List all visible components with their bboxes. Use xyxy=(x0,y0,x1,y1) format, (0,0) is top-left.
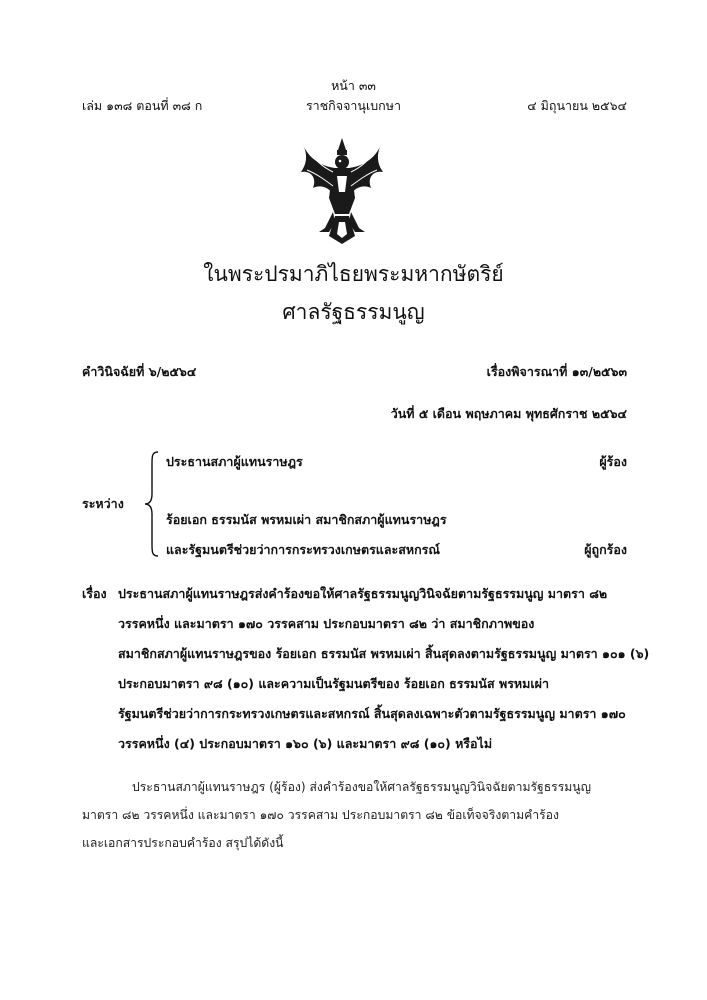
subject-line: รัฐมนตรีช่วยว่าการกระทรวงเกษตรและสหกรณ์ สิ้นสุดลงเฉพาะตัวตามรัฐธรรมนูญ มาตรา ๑๗๐ xyxy=(118,706,626,721)
between-label: ระหว่าง xyxy=(82,496,124,511)
ruling-date: วันที่ ๕ เดือน พฤษภาคม พุทธศักราช ๒๕๖๔ xyxy=(390,406,627,421)
subject-line: สมาชิกสภาผู้แทนราษฎรของ ร้อยเอก ธรรมนัส พรหมเผ่า สิ้นสุดลงตามรัฐธรรมนูญ มาตรา ๑๐๑ (๖) xyxy=(118,646,650,661)
subject-line: ประกอบมาตรา ๙๘ (๑๐) และความเป็นรัฐมนตรีของ ร้อยเอก ธรรมนัส พรหมเผ่า xyxy=(118,676,549,691)
subject-line: วรรคหนึ่ง (๔) ประกอบมาตรา ๑๖๐ (๖) และมาตรา ๙๘ (๑๐) หรือไม่ xyxy=(118,736,493,751)
respondent-line-1: ร้อยเอก ธรรมนัส พรหมเผ่า สมาชิกสภาผู้แทนราษฎร xyxy=(166,512,447,527)
subject-line: ประธานสภาผู้แทนราษฎรส่งคำร้องขอให้ศาลรัฐธรรมนูญวินิจฉัยตามรัฐธรรมนูญ มาตรา ๘๒ xyxy=(118,586,608,601)
royal-title: ในพระปรมาภิไธยพระมหากษัตริย์ xyxy=(203,262,504,286)
gazette-name: ราชกิจจานุเบกษา xyxy=(305,98,402,113)
paragraph-line: ประธานสภาผู้แทนราษฎร (ผู้ร้อง) ส่งคำร้องขอให้ศาลรัฐธรรมนูญวินิจฉัยตามรัฐธรรมนูญ xyxy=(132,780,592,794)
respondent-role: ผู้ถูกร้อง xyxy=(584,542,627,557)
subject-label: เรื่อง xyxy=(82,586,107,601)
brace-icon xyxy=(142,448,162,560)
publication-date: ๔ มิถุนายน ๒๕๖๔ xyxy=(527,98,627,113)
petitioner-role: ผู้ร้อง xyxy=(599,454,627,469)
respondent-line-2: และรัฐมนตรีช่วยว่าการกระทรวงเกษตรและสหกรณ์ xyxy=(166,542,440,557)
garuda-emblem-icon xyxy=(299,136,385,248)
case-number: เรื่องพิจารณาที่ ๑๓/๒๕๖๓ xyxy=(486,364,627,379)
court-name: ศาลรัฐธรรมนูญ xyxy=(282,300,425,324)
paragraph-line: และเอกสารประกอบคำร้อง สรุปได้ดังนี้ xyxy=(82,836,284,850)
volume-issue: เล่ม ๑๓๘ ตอนที่ ๓๘ ก xyxy=(82,98,203,113)
subject-line: วรรคหนึ่ง และมาตรา ๑๗๐ วรรคสาม ประกอบมาตรา ๘๒ ว่า สมาชิกภาพของ xyxy=(118,616,535,631)
ruling-number: คำวินิจฉัยที่ ๖/๒๕๖๔ xyxy=(82,364,197,379)
page-number: หน้า ๓๓ xyxy=(331,78,376,93)
petitioner-name: ประธานสภาผู้แทนราษฎร xyxy=(166,454,303,469)
paragraph-line: มาตรา ๘๒ วรรคหนึ่ง และมาตรา ๑๗๐ วรรคสาม ประกอบมาตรา ๘๒ ข้อเท็จจริงตามคำร้อง xyxy=(82,808,559,822)
